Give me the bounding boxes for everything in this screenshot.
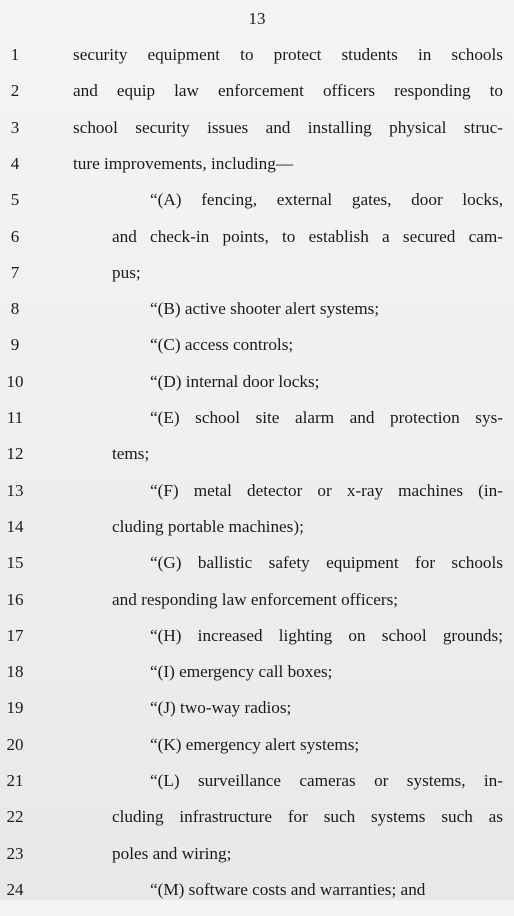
text-line: [0, 444, 514, 480]
text-line: [0, 408, 514, 444]
line-number: 8: [10, 299, 20, 319]
line-text: “(E) school site alarm and protection sys-: [150, 408, 503, 427]
line-text: “(H) increased lighting on school grounds;: [150, 625, 503, 645]
line-number: 15: [6, 553, 24, 573]
text-line: [0, 698, 514, 734]
text-line: [0, 626, 514, 662]
line-number: 11: [6, 408, 24, 427]
line-text: “(D) internal door locks;: [150, 371, 320, 391]
line-number: 17: [6, 625, 24, 645]
line-text: security equipment to protect students in schools: [73, 45, 503, 64]
text-line: [0, 735, 514, 771]
text-line: [0, 263, 514, 299]
line-number: 22: [6, 807, 24, 827]
line-number: 6: [10, 226, 20, 246]
line-number: 9: [10, 335, 20, 355]
line-text: “(G) ballistic safety equipment for schools: [150, 553, 503, 573]
line-number: 5: [10, 190, 20, 210]
line-number: 23: [6, 843, 24, 863]
line-text: “(C) access controls;: [150, 335, 294, 355]
line-number: 14: [6, 516, 24, 536]
text-line: [0, 590, 514, 626]
line-text: “(I) emergency call boxes;: [150, 662, 333, 682]
text-line: [0, 335, 514, 371]
line-text: “(K) emergency alert systems;: [150, 734, 360, 754]
line-number: 10: [6, 371, 24, 391]
line-text: and equip law enforcement officers responding to: [73, 81, 503, 101]
line-text: cluding portable machines);: [112, 516, 304, 536]
line-number: 12: [6, 444, 24, 464]
page-number: 13: [248, 9, 266, 28]
text-line: [0, 227, 514, 263]
text-line: [0, 481, 514, 517]
line-text: “(B) active shooter alert systems;: [150, 299, 380, 319]
text-line: [0, 517, 514, 553]
line-text: and responding law enforcement officers;: [112, 589, 399, 609]
text-line: [0, 190, 514, 226]
line-text: “(L) surveillance cameras or systems, in-: [150, 771, 503, 790]
line-text: “(F) metal detector or x-ray machines (in-: [150, 480, 503, 500]
text-line: [0, 45, 514, 81]
line-number: 13: [6, 480, 24, 500]
text-line: [0, 299, 514, 335]
line-text: school security issues and installing physical struc-: [73, 117, 503, 137]
line-number: 16: [6, 589, 24, 609]
line-number: 18: [6, 662, 24, 682]
text-line: [0, 81, 514, 117]
line-number: 3: [10, 117, 20, 137]
line-number: 24: [6, 879, 24, 899]
text-line: [0, 771, 514, 807]
line-text: tems;: [112, 444, 150, 464]
text-line: [0, 662, 514, 698]
line-number: 19: [6, 698, 24, 718]
line-text: “(A) fencing, external gates, door locks,: [150, 190, 503, 210]
line-text: poles and wiring;: [112, 843, 232, 863]
line-number: 1: [10, 45, 20, 64]
text-line: [0, 154, 514, 190]
line-text: cluding infrastructure for such systems such as: [112, 807, 503, 827]
line-number: 2: [10, 81, 20, 101]
line-number: 4: [10, 153, 20, 173]
text-line: [0, 372, 514, 408]
line-text: and check-in points, to establish a secured cam-: [112, 226, 503, 246]
text-line: [0, 807, 514, 843]
line-text: “(J) two-way radios;: [150, 698, 292, 718]
line-text: ture improvements, including—: [73, 153, 294, 173]
text-line: [0, 553, 514, 589]
line-number: 20: [6, 734, 24, 754]
text-line: [0, 844, 514, 880]
line-number: 21: [6, 771, 24, 790]
line-text: “(M) software costs and warranties; and: [150, 879, 426, 899]
line-text: pus;: [112, 262, 141, 282]
text-line: [0, 118, 514, 154]
text-line: [0, 880, 514, 916]
line-number: 7: [10, 262, 20, 282]
